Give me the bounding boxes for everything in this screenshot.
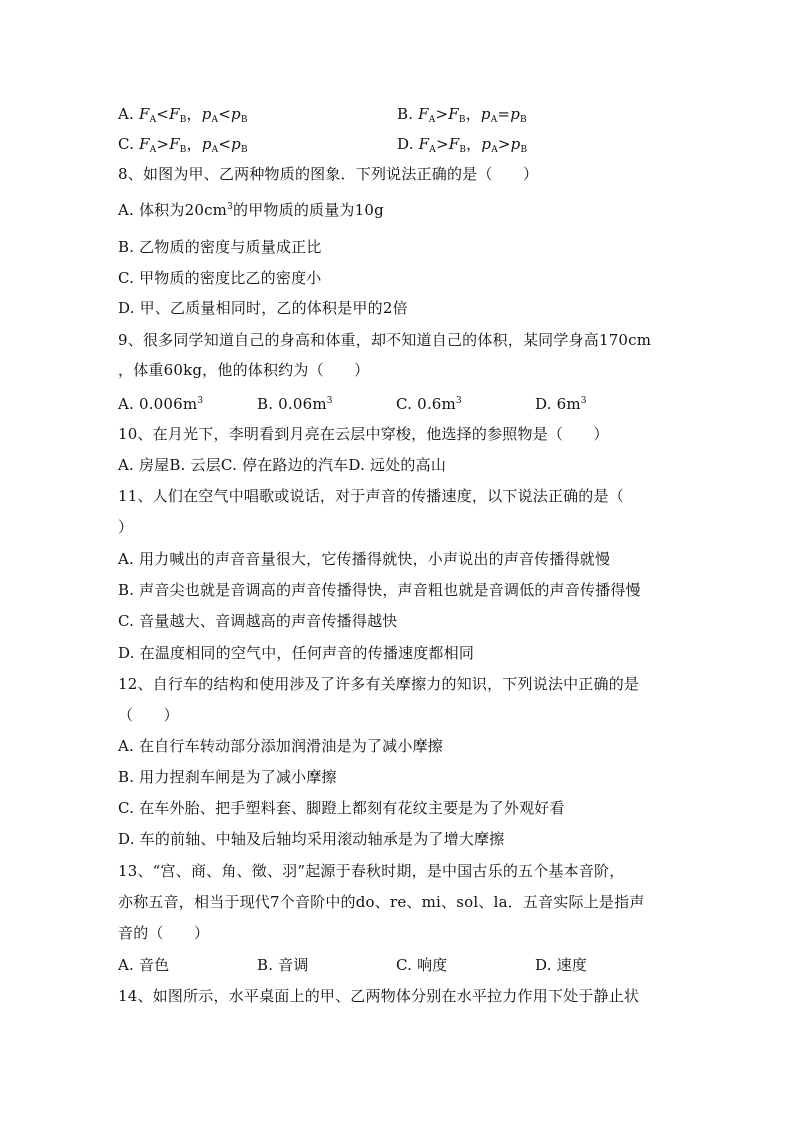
q13-stem-line-1: 13、“宫、商、角、徵、羽”起源于春秋时期，是中国古乐的五个基本音阶， — [118, 862, 625, 880]
q11-option-a: A. 用力喊出的声音音量很大，它传播得就快，小声说出的声音传播得就慢 — [118, 550, 611, 568]
q12-option-d: D. 车的前轴、中轴及后轴均采用滚动轴承是为了增大摩擦 — [118, 830, 505, 848]
q13-option-c: C. 响度 — [396, 956, 448, 974]
q9-option-d: D. $6m^3$ — [535, 395, 587, 413]
q12-stem-line-2: （ ） — [118, 706, 179, 724]
q7-option-d: D. $F_A>F_B$，$p_A>p_B$ — [397, 135, 528, 155]
q13-option-b: B. 音调 — [257, 956, 309, 974]
q9-option-c: C. $0.6m^3$ — [396, 395, 462, 413]
q14-stem-line-1: 14、如图所示，水平桌面上的甲、乙两物体分别在水平拉力作用下处于静止状 — [118, 987, 640, 1005]
q7-option-row-1 — [118, 104, 527, 125]
q11-option-d: D. 在温度相同的空气中，任何声音的传播速度都相同 — [118, 644, 475, 662]
q7-option-a: A. $F_A<F_B$，$p_A<p_B$ — [118, 105, 248, 125]
q12-option-a: A. 在自行车转动部分添加润滑油是为了减小摩擦 — [118, 737, 443, 755]
q7-option-c: C. $F_A>F_B$，$p_A<p_B$ — [118, 135, 248, 155]
q8-option-c: C. 甲物质的密度比乙的密度小 — [118, 269, 322, 287]
q9-stem-line-1: 9、很多同学知道自己的身高和体重，却不知道自己的体积，某同学身高170cm — [118, 331, 652, 349]
q12-stem-line-1: 12、自行车的结构和使用涉及了许多有关摩擦力的知识，下列说法中正确的是 — [118, 675, 640, 693]
q9-stem-line-2: ，体重60kg，他的体积约为（ ） — [118, 361, 370, 379]
q8-stem: 8、如图为甲、乙两种物质的图象．下列说法正确的是（ ） — [118, 165, 539, 183]
q11-stem-line-1: 11、人们在空气中唱歌或说话，对于声音的传播速度，以下说法正确的是（ — [118, 487, 624, 505]
q10-stem: 10、在月光下，李明看到月亮在云层中穿梭，他选择的参照物是（ ） — [118, 425, 609, 443]
q13-option-d: D. 速度 — [535, 956, 588, 974]
q8-option-a: A. 体积为$20cm^3$的甲物质的质量为10g — [118, 201, 384, 219]
q8-option-d: D. 甲、乙质量相同时，乙的体积是甲的2倍 — [118, 299, 408, 317]
q11-option-b: B. 声音尖也就是音调高的声音传播得快，声音粗也就是音调低的声音传播得慢 — [118, 581, 641, 599]
q9-option-a: A. $0.006m^3$ — [118, 395, 204, 413]
q12-option-c: C. 在车外胎、把手塑料套、脚蹬上都刻有花纹主要是为了外观好看 — [118, 799, 565, 817]
q11-stem-line-2: ） — [118, 518, 134, 536]
q10-options: A. 房屋B. 云层C. 停在路边的汽车D. 远处的高山 — [118, 456, 447, 474]
q13-stem-line-2: 亦称五音，相当于现代7个音阶中的do、re、mi、sol、la．五音实际上是指声 — [118, 893, 645, 911]
q11-option-c: C. 音量越大、音调越高的声音传播得越快 — [118, 612, 398, 630]
q9-option-b: B. $0.06m^3$ — [257, 395, 333, 413]
q12-option-b: B. 用力捏刹车闸是为了减小摩擦 — [118, 768, 337, 786]
q8-option-b: B. 乙物质的密度与质量成正比 — [118, 238, 322, 256]
q13-stem-line-3: 音的（ ） — [118, 924, 210, 942]
q13-option-a: A. 音色 — [118, 956, 170, 974]
q7-option-row-2 — [118, 134, 528, 155]
q7-option-b: B. $F_A>F_B$，$p_A=p_B$ — [397, 105, 527, 125]
